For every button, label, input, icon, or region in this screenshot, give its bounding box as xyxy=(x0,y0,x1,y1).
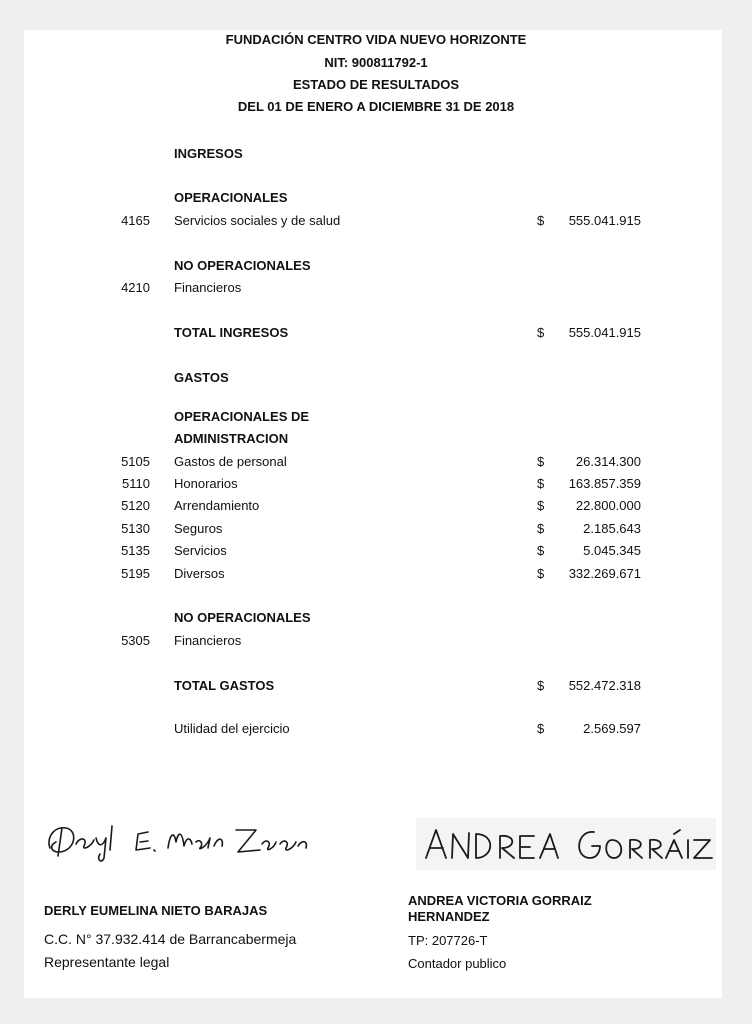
signature-andrea xyxy=(416,818,716,870)
signer-name-right-1: ANDREA VICTORIA GORRAIZ xyxy=(408,893,592,908)
signer-tp-right: TP: 207726-T xyxy=(408,933,488,948)
account-code: 4165 xyxy=(121,213,150,228)
currency-symbol: $ xyxy=(537,543,545,558)
signer-name-right-2: HERNANDEZ xyxy=(408,909,490,924)
signer-id-left: C.C. N° 37.932.414 de Barrancabermeja xyxy=(44,931,297,947)
currency-symbol: $ xyxy=(537,476,545,491)
account-amount: 2.185.643 xyxy=(583,521,641,536)
org-name: FUNDACIÓN CENTRO VIDA NUEVO HORIZONTE xyxy=(225,32,527,47)
account-code: 4210 xyxy=(121,280,150,295)
account-amount: 332.269.671 xyxy=(568,566,641,581)
section-no-operacionales-gastos: NO OPERACIONALES xyxy=(174,610,311,625)
account-label: Diversos xyxy=(174,566,225,581)
account-amount: 22.800.000 xyxy=(575,498,641,513)
account-label: Servicios xyxy=(174,543,227,558)
currency-symbol: $ xyxy=(537,325,545,340)
total-ingresos-label: TOTAL INGRESOS xyxy=(174,325,289,340)
account-amount: 26.314.300 xyxy=(575,454,641,469)
account-label: Financieros xyxy=(174,280,242,295)
account-label: Arrendamiento xyxy=(174,498,260,513)
currency-symbol: $ xyxy=(537,721,545,736)
account-code: 5110 xyxy=(122,476,150,491)
account-code: 5130 xyxy=(121,521,150,536)
section-operacionales-admin-2: ADMINISTRACION xyxy=(174,431,289,446)
section-gastos: GASTOS xyxy=(174,370,229,385)
signature-derly xyxy=(40,808,350,868)
account-code: 5195 xyxy=(121,566,150,581)
signer-role-right: Contador publico xyxy=(408,956,507,971)
currency-symbol: $ xyxy=(537,678,545,693)
account-label: Honorarios xyxy=(174,476,238,491)
total-gastos-label: TOTAL GASTOS xyxy=(174,678,275,693)
section-operacionales: OPERACIONALES xyxy=(174,190,288,205)
org-nit: NIT: 900811792-1 xyxy=(324,55,428,70)
utilidad-label: Utilidad del ejercicio xyxy=(174,721,290,736)
report-title: ESTADO DE RESULTADOS xyxy=(292,77,460,92)
currency-symbol: $ xyxy=(537,454,545,469)
signer-role-left: Representante legal xyxy=(44,954,170,970)
account-code: 5135 xyxy=(121,543,150,558)
section-no-operacionales: NO OPERACIONALES xyxy=(174,258,311,273)
total-gastos-amount: 552.472.318 xyxy=(568,678,641,693)
currency-symbol: $ xyxy=(537,566,545,581)
account-label: Seguros xyxy=(174,521,223,536)
account-code: 5105 xyxy=(121,454,150,469)
section-ingresos: INGRESOS xyxy=(174,146,243,161)
account-label: Financieros xyxy=(174,633,242,648)
signer-name-left: DERLY EUMELINA NIETO BARAJAS xyxy=(44,903,268,918)
account-code: 5120 xyxy=(121,498,150,513)
currency-symbol: $ xyxy=(537,498,545,513)
currency-symbol: $ xyxy=(537,521,545,536)
account-amount: 5.045.345 xyxy=(583,543,641,558)
utilidad-amount: 2.569.597 xyxy=(583,721,641,736)
account-code: 5305 xyxy=(121,633,150,648)
account-label: Gastos de personal xyxy=(174,454,287,469)
section-operacionales-admin-1: OPERACIONALES DE xyxy=(174,409,310,424)
account-label: Servicios sociales y de salud xyxy=(174,213,341,228)
report-period: DEL 01 DE ENERO A DICIEMBRE 31 DE 2018 xyxy=(237,99,515,114)
currency-symbol: $ xyxy=(537,213,545,228)
account-amount: 163.857.359 xyxy=(568,476,641,491)
account-amount: 555.041.915 xyxy=(568,213,641,228)
total-ingresos-amount: 555.041.915 xyxy=(568,325,641,340)
